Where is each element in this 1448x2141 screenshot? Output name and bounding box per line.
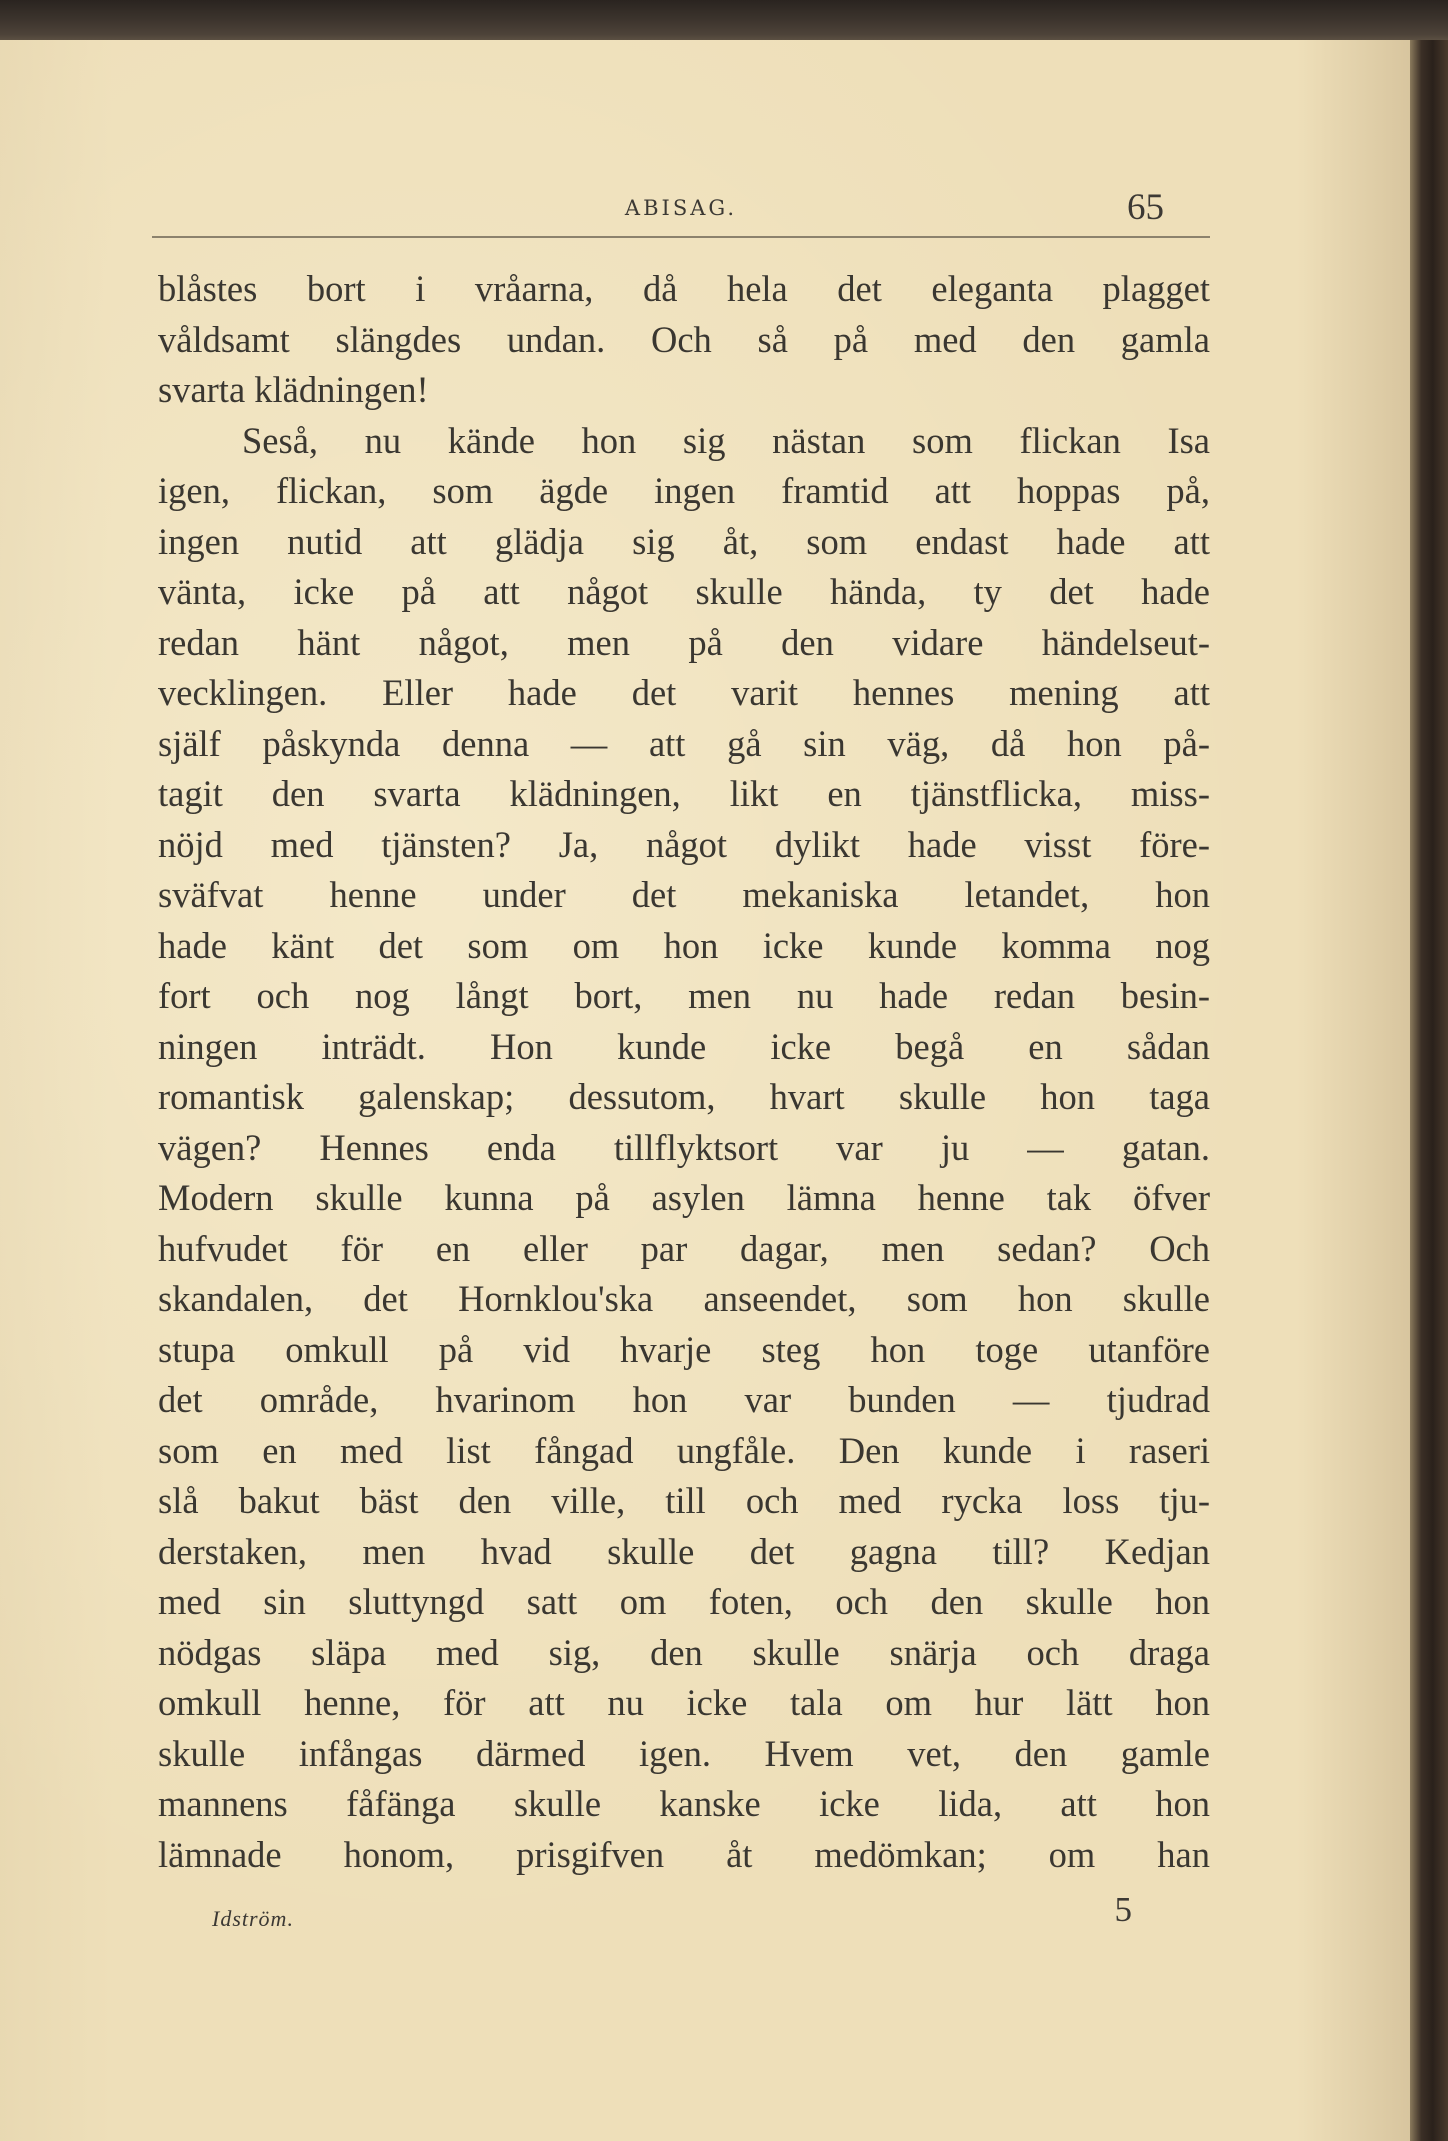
text-line: slå bakut bäst den ville, till och med rycka loss tju-	[158, 1480, 1210, 1521]
page-footer	[212, 1890, 1132, 1940]
text-line: själf påskynda denna — att gå sin väg, då hon på-	[158, 722, 1210, 764]
text-line: romantisk galenskap; dessutom, hvart skulle hon taga	[158, 1076, 1210, 1117]
text-line: Seså, nu kände hon sig nästan som flickan Isa	[242, 419, 1210, 461]
running-title: ABISAG.	[624, 196, 738, 220]
text-line: nöjd med tjänsten? Ja, något dylikt hade visst före-	[158, 823, 1210, 865]
text-line: nödgas släpa med sig, den skulle snärja och draga	[158, 1631, 1210, 1673]
text-line: lämnade honom, prisgifven åt medömkan; om han	[158, 1833, 1210, 1875]
text-line: som en med list fångad ungfåle. Den kunde i raseri	[158, 1429, 1210, 1471]
text-line: igen, flickan, som ägde ingen framtid att hoppas på,	[158, 470, 1210, 511]
text-line: vänta, icke på att något skulle hända, ty det hade	[158, 571, 1210, 612]
text-line: svarta klädningen!	[158, 369, 429, 410]
text-line: mannens fåfänga skulle kanske icke lida, att hon	[158, 1783, 1210, 1824]
text-line: omkull henne, för att nu icke tala om hur lätt hon	[158, 1682, 1210, 1723]
body-text	[158, 264, 1210, 1880]
running-head	[152, 186, 1210, 238]
text-line: blåstes bort i vråarna, då hela det eleganta plagget	[158, 268, 1210, 309]
text-line: derstaken, men hvad skulle det gagna till? Kedjan	[158, 1530, 1210, 1572]
text-line: skandalen, det Hornklou'ska anseendet, som hon skulle	[158, 1278, 1210, 1319]
text-line: hade känt det som om hon icke kunde komma nog	[158, 924, 1210, 966]
text-line: våldsamt slängdes undan. Och så på med den gamla	[158, 318, 1210, 360]
signature-mark: 5	[1114, 1890, 1132, 1929]
text-line: med sin sluttyngd satt om foten, och den skulle hon	[158, 1581, 1210, 1622]
text-line: sväfvat henne under det mekaniska letandet, hon	[158, 874, 1210, 915]
text-line: stupa omkull på vid hvarje steg hon toge utanföre	[158, 1328, 1210, 1370]
text-line: det område, hvarinom hon var bunden — tjudrad	[158, 1379, 1210, 1420]
printer-signature: Idström.	[212, 1906, 294, 1931]
text-line: skulle infångas därmed igen. Hvem vet, den gamle	[158, 1732, 1210, 1774]
page-number: 65	[1127, 187, 1164, 228]
text-line: ingen nutid att glädja sig åt, som endast hade att	[158, 520, 1210, 562]
text-line: tagit den svarta klädningen, likt en tjänstflicka, miss-	[158, 773, 1210, 814]
text-line: vägen? Hennes enda tillflyktsort var ju — gatan.	[158, 1126, 1210, 1168]
book-binding-edge	[1410, 40, 1448, 2141]
text-line: Modern skulle kunna på asylen lämna henne tak öfver	[158, 1177, 1210, 1218]
text-line: ningen inträdt. Hon kunde icke begå en sådan	[158, 1025, 1210, 1067]
text-line: hufvudet för en eller par dagar, men sedan? Och	[158, 1227, 1210, 1269]
text-line: fort och nog långt bort, men nu hade redan besin-	[158, 975, 1210, 1016]
text-line: redan hänt något, men på den vidare händelseut-	[158, 621, 1210, 663]
text-line: vecklingen. Eller hade det varit hennes mening att	[158, 672, 1210, 713]
